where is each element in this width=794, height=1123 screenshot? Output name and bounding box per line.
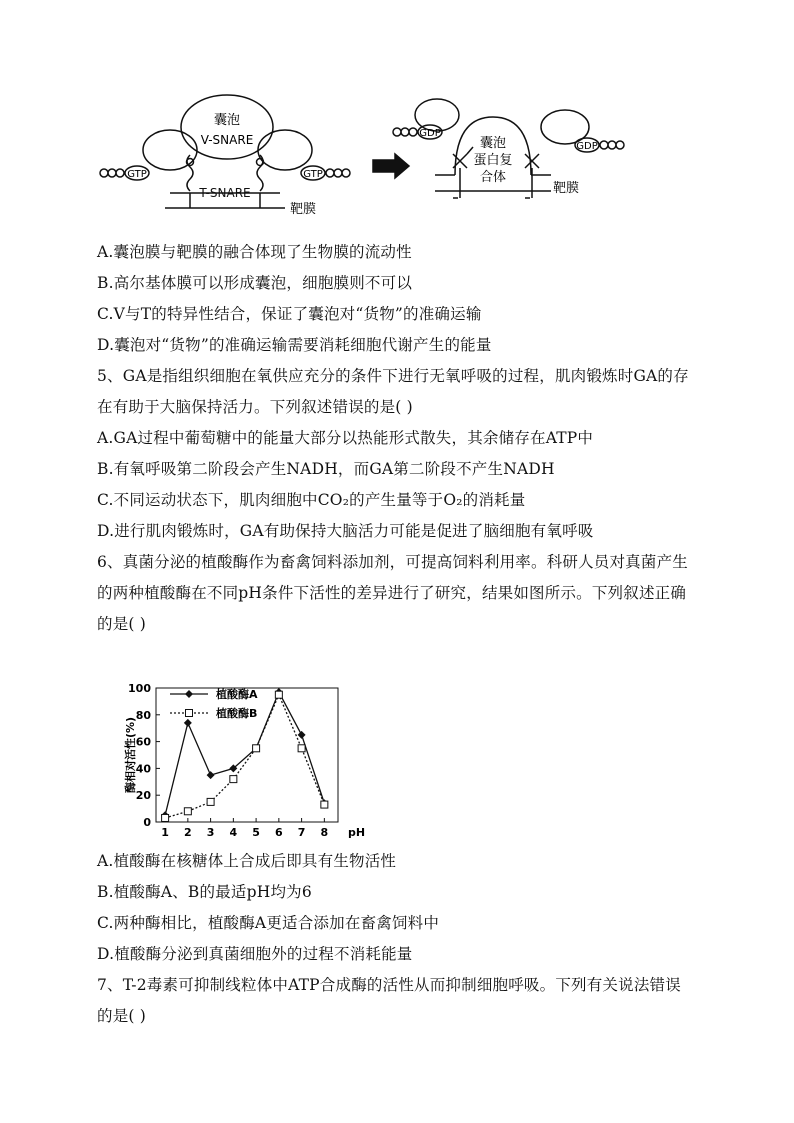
y-tick-label: 20 bbox=[135, 789, 151, 803]
q6-stem-line1: 6、真菌分泌的植酸酶作为畜禽饲料添加剂，可提高饲料利用率。科研人员对真菌产生 bbox=[97, 553, 688, 571]
x-tick-label: 5 bbox=[252, 826, 260, 839]
q4-option-b: B.高尔基体膜可以形成囊泡，细胞膜则不可以 bbox=[97, 274, 413, 292]
series-a-point bbox=[207, 771, 215, 779]
x-axis-label: pH bbox=[348, 826, 366, 839]
legend-b-marker bbox=[186, 710, 193, 717]
legend-a-label: 植酸酶A bbox=[216, 688, 258, 701]
q5-stem-line1: 5、GA是指组织细胞在氧供应充分的条件下进行无氧呼吸的过程，肌肉锻炼时GA的存 bbox=[97, 367, 689, 385]
vesicle-fusion-diagram bbox=[95, 92, 635, 222]
q4-option-c: C.V与T的特异性结合，保证了囊泡对“货物”的准确运输 bbox=[97, 305, 482, 323]
tsnare-label: T-SNARE bbox=[199, 186, 251, 200]
y-tick-label: 40 bbox=[135, 762, 151, 776]
q5-option-d: D.进行肌肉锻炼时，GA有助保持大脑活力可能是促进了脑细胞有氧呼吸 bbox=[97, 522, 594, 540]
x-tick-label: 3 bbox=[206, 826, 215, 839]
q6-option-d: D.植酸酶分泌到真菌细胞外的过程不消耗能量 bbox=[97, 945, 413, 963]
gdp-left-label: GDP bbox=[419, 128, 441, 139]
series-b-point bbox=[184, 808, 191, 815]
vesicle-label: 囊泡 bbox=[213, 113, 241, 128]
q7-stem-line2: 的是( ) bbox=[97, 1007, 147, 1025]
q6-option-a: A.植酸酶在核糖体上合成后即具有生物活性 bbox=[97, 852, 397, 870]
series-a-point bbox=[184, 719, 192, 727]
q6-stem-line3: 的是( ) bbox=[97, 615, 147, 633]
series-b-point bbox=[321, 801, 328, 808]
x-tick-label: 2 bbox=[184, 826, 192, 839]
series-b-point bbox=[162, 814, 169, 821]
enzyme-activity-chart bbox=[120, 672, 380, 842]
y-tick-label: 60 bbox=[135, 735, 151, 749]
y-tick-label: 0 bbox=[143, 816, 151, 829]
complex-label-2: 蛋白复 bbox=[473, 153, 513, 168]
series-b-point bbox=[253, 745, 260, 752]
series-b-point bbox=[275, 691, 282, 698]
target-membrane-label-2: 靶膜 bbox=[553, 181, 580, 196]
x-tick-label: 6 bbox=[275, 826, 283, 839]
q6-option-b: B.植酸酶A、B的最适pH均为6 bbox=[97, 883, 312, 901]
legend-b-label: 植酸酶B bbox=[216, 707, 258, 720]
gtp-right-label: GTP bbox=[303, 169, 323, 180]
q5-option-a: A.GA过程中葡萄糖中的能量大部分以热能形式散失，其余储存在ATP中 bbox=[97, 429, 594, 447]
q6-option-c: C.两种酶相比，植酸酶A更适合添加在畜禽饲料中 bbox=[97, 914, 440, 932]
x-tick-label: 7 bbox=[297, 826, 306, 839]
complex-label-3: 合体 bbox=[479, 170, 507, 185]
target-membrane-label: 靶膜 bbox=[290, 202, 317, 217]
left-protein-ellipse bbox=[143, 130, 197, 170]
y-axis-label: 酶相对活性(%) bbox=[124, 716, 137, 794]
x-tick-label: 8 bbox=[320, 826, 329, 839]
q6-stem-line2: 的两种植酸酶在不同pH条件下活性的差异进行了研究，结果如图所示。下列叙述正确 bbox=[97, 584, 687, 602]
y-tick-label: 80 bbox=[135, 708, 151, 722]
y-tick-label: 100 bbox=[128, 682, 151, 695]
series-b-point bbox=[298, 745, 305, 752]
complex-label-1: 囊泡 bbox=[479, 136, 507, 151]
vsnare-label: V-SNARE bbox=[200, 133, 254, 147]
legend-a-marker bbox=[185, 690, 193, 698]
x-tick-label: 1 bbox=[161, 826, 169, 839]
gtp-left-label: GTP bbox=[127, 169, 147, 180]
q5-stem-line2: 在有助于大脑保持活力。下列叙述错误的是( ) bbox=[97, 398, 413, 416]
q7-stem-line1: 7、T-2毒素可抑制线粒体中ATP合成酶的活性从而抑制细胞呼吸。下列有关说法错误 bbox=[97, 976, 681, 994]
q4-option-d: D.囊泡对“货物”的准确运输需要消耗细胞代谢产生的能量 bbox=[97, 336, 492, 354]
series-b-point bbox=[230, 776, 237, 783]
right-protein-ellipse bbox=[258, 130, 312, 170]
q4-option-a: A.囊泡膜与靶膜的融合体现了生物膜的流动性 bbox=[97, 243, 412, 261]
x-tick-label: 4 bbox=[229, 826, 238, 839]
q5-option-b: B.有氧呼吸第二阶段会产生NADH，而GA第二阶段不产生NADH bbox=[97, 460, 555, 478]
series-b-point bbox=[207, 798, 214, 805]
gdp-right-label: GDP bbox=[576, 141, 598, 152]
series-a-point bbox=[298, 731, 306, 739]
q5-option-c: C.不同运动状态下，肌肉细胞中CO₂的产生量等于O₂的消耗量 bbox=[97, 491, 526, 509]
